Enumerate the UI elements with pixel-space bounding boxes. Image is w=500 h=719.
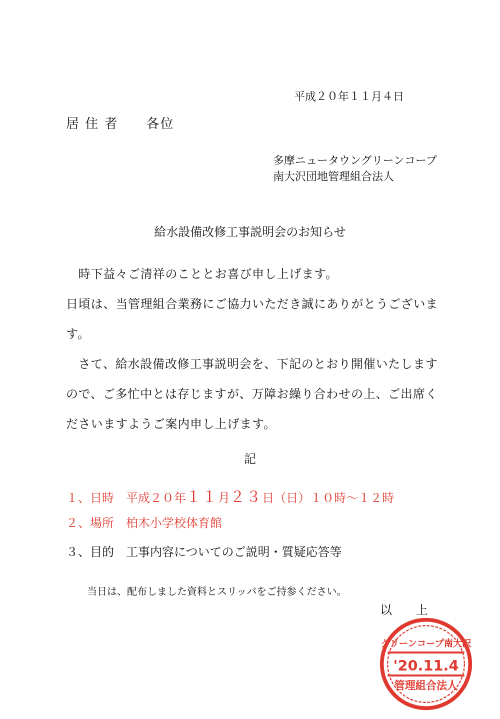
closing-ijo: 以 上 <box>380 603 438 617</box>
item-purpose: ３、目的 工事内容についてのご説明・質疑応答等 <box>66 545 342 559</box>
body-paragraph: さて、給水設備改修工事説明会を、下記のとおり開催いたします <box>66 357 438 371</box>
association-seal <box>378 616 474 712</box>
sender-organization: 多摩ニュータウングリーンコープ <box>273 154 438 167</box>
body-paragraph: ださいますようご案内申し上げます。 <box>66 417 276 431</box>
item-location: ２、場所 柏木小学校体育館 <box>66 516 223 530</box>
item-datetime-suffix: 日（日）１０時～１２時 <box>262 491 395 505</box>
body-paragraph: 時下益々ご清祥のこととお喜び申し上げます。 <box>66 267 338 281</box>
addressee: 居 住 者 各位 <box>66 117 175 132</box>
seal-date-text: '20.11.4 <box>393 658 459 675</box>
ki-heading: 記 <box>243 452 256 466</box>
item-datetime-month-label: 月 <box>218 491 231 505</box>
body-paragraph: す。 <box>66 327 90 341</box>
body-paragraph: 日頃は、当管理組合業務にご協力いただき誠にありがとうございま <box>66 297 439 311</box>
notice-title: 給水設備改修工事説明会のお知らせ <box>154 225 346 239</box>
item-datetime <box>66 486 394 507</box>
note-text: 当日は、配布しました資料とスリッパをご持参ください。 <box>87 587 347 598</box>
body-paragraph: ので、ご多忙中とは存じますが、万障お繰り合わせの上、ご出席く <box>66 387 438 401</box>
item-datetime-prefix: １、日時 平成２０年 <box>66 491 187 505</box>
item-datetime-day: ２３ <box>230 488 263 506</box>
seal-bottom-text: 管理組合法人 <box>394 679 458 692</box>
item-datetime-month: １１ <box>186 488 219 506</box>
seal-top-text: グリーンコープ南大沢 <box>380 639 472 650</box>
letter-date: 平成２０年１１月４日 <box>294 90 404 103</box>
sender-association: 南大沢団地管理組合法人 <box>273 170 394 183</box>
